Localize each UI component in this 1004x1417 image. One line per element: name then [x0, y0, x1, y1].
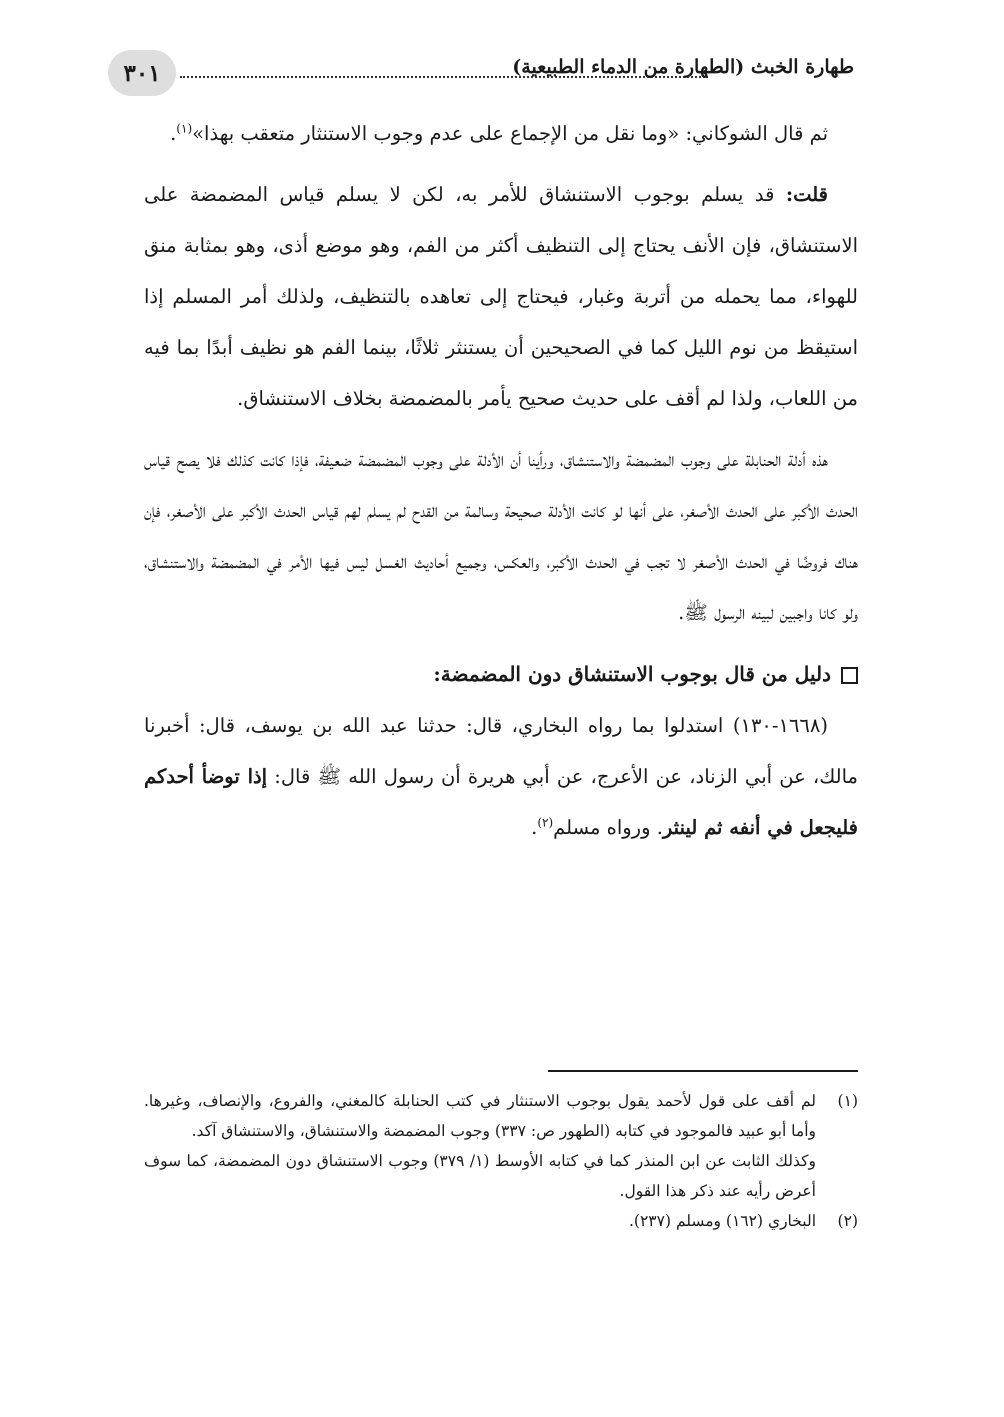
page-number: ٣٠١	[108, 50, 176, 96]
section-heading	[144, 648, 858, 700]
page-header	[108, 46, 854, 102]
hadith-text: إذا توضأ أحدكم فليجعل في أنفه ثم لينثر	[144, 765, 858, 839]
checkbox-icon	[841, 667, 858, 684]
footnotes	[144, 1086, 858, 1236]
main-text	[144, 108, 858, 863]
paragraph-2-text: قد يسلم بوجوب الاستنشاق للأمر به، لكن لا يسلم قياس المضمضة على الاستنشاق، فإن الأنف يحتاج إلى التنظيف أكثر من الفم، وهو موضع أذى، وهو بمثابة منق للهواء، مما يحمله من أتربة وغبار، فيحتاج إلى تعاهده بالتنظيف، ولذلك أمر المسلم إذا استيقظ من نوم الليل كما في الصحيحين أن يستنثر ثلاثًا، بينما الفم هو نظيف أبدًا بما فيه من اللعاب، ولذا لم أقف على حديث صحيح يأمر بالمضمضة بخلاف الاستنشاق.	[144, 183, 858, 410]
footnote-1	[144, 1086, 858, 1146]
footnote-ref-2[interactable]: (٢)	[537, 815, 554, 830]
footnote-2	[144, 1206, 858, 1236]
paragraph-2-lead: قلت:	[785, 183, 828, 206]
paragraph-1-tail: .	[170, 122, 177, 145]
running-title: طهارة الخبث (الطهارة من الدماء الطبيعية)	[512, 56, 854, 78]
paragraph-1-text: ثم قال الشوكاني: «وما نقل من الإجماع على عدم وجوب الاستنثار متعقب بهذا»	[192, 122, 828, 145]
footnote-1-text: لم أقف على قول لأحمد يقول بوجوب الاستنثار في كتب الحنابلة كالمغني، والفروع، والإنصاف، وغيرها. وأما أبو عبيد فالموجود في كتابه (الطهور ص: ٣٣٧) وجوب المضمضة والاستنشاق، والاستنشاق آكد.	[144, 1092, 816, 1140]
footnote-2-text: البخاري (١٦٢) ومسلم (٢٣٧).	[629, 1212, 816, 1230]
footnote-2-number: (٢)	[837, 1212, 858, 1230]
footnote-1-continuation: وكذلك الثابت عن ابن المنذر كما في كتابه الأوسط (١/ ٣٧٩) وجوب الاستنشاق دون المضمضة، كما سوف أعرض رأيه عند ذكر هذا القول.	[144, 1152, 816, 1200]
footnote-divider	[548, 1070, 858, 1072]
footnote-1-number: (١)	[837, 1092, 858, 1110]
section-heading-text: دليل من قال بوجوب الاستنشاق دون المضمضة:	[433, 662, 831, 686]
paragraph-4-tail: . ورواه مسلم	[553, 816, 663, 839]
paragraph-4-text: (١٦٦٨-١٣٠) استدلوا بما رواه البخاري، قال: حدثنا عبد الله بن يوسف، قال: أخبرنا مالك، عن أبي الزناد، عن الأعرج، عن أبي هريرة أن رسول الله ﷺ قال:	[144, 714, 858, 788]
footnote-ref-1[interactable]: (١)	[176, 121, 193, 136]
paragraph-1	[144, 108, 858, 159]
paragraph-4-end: .	[531, 816, 538, 839]
paragraph-3: هذه أدلة الحنابلة على وجوب المضمضة والاستنشاق، ورأينا أن الأدلة على وجوب المضمضة ضعيفة، فإذا كانت كذلك فلا يصح قياس الحدث الأكبر على الحدث الأصغر، على أنها لو كانت الأدلة صحيحة وسالمة من القدح لم يسلم لهم قياس الحدث الأكبر على الأصغر، فإن هناك فروضًا في الحدث الأصغر لا تجب في الحدث الأكبر، والعكس، وجميع أحاديث الغسل ليس فيها الأمر في المضمضة والاستنشاق، ولو كانا واجبين لبينه الرسول ﷺ.	[144, 448, 858, 624]
paragraph-2	[144, 169, 858, 424]
paragraph-4	[144, 700, 858, 853]
